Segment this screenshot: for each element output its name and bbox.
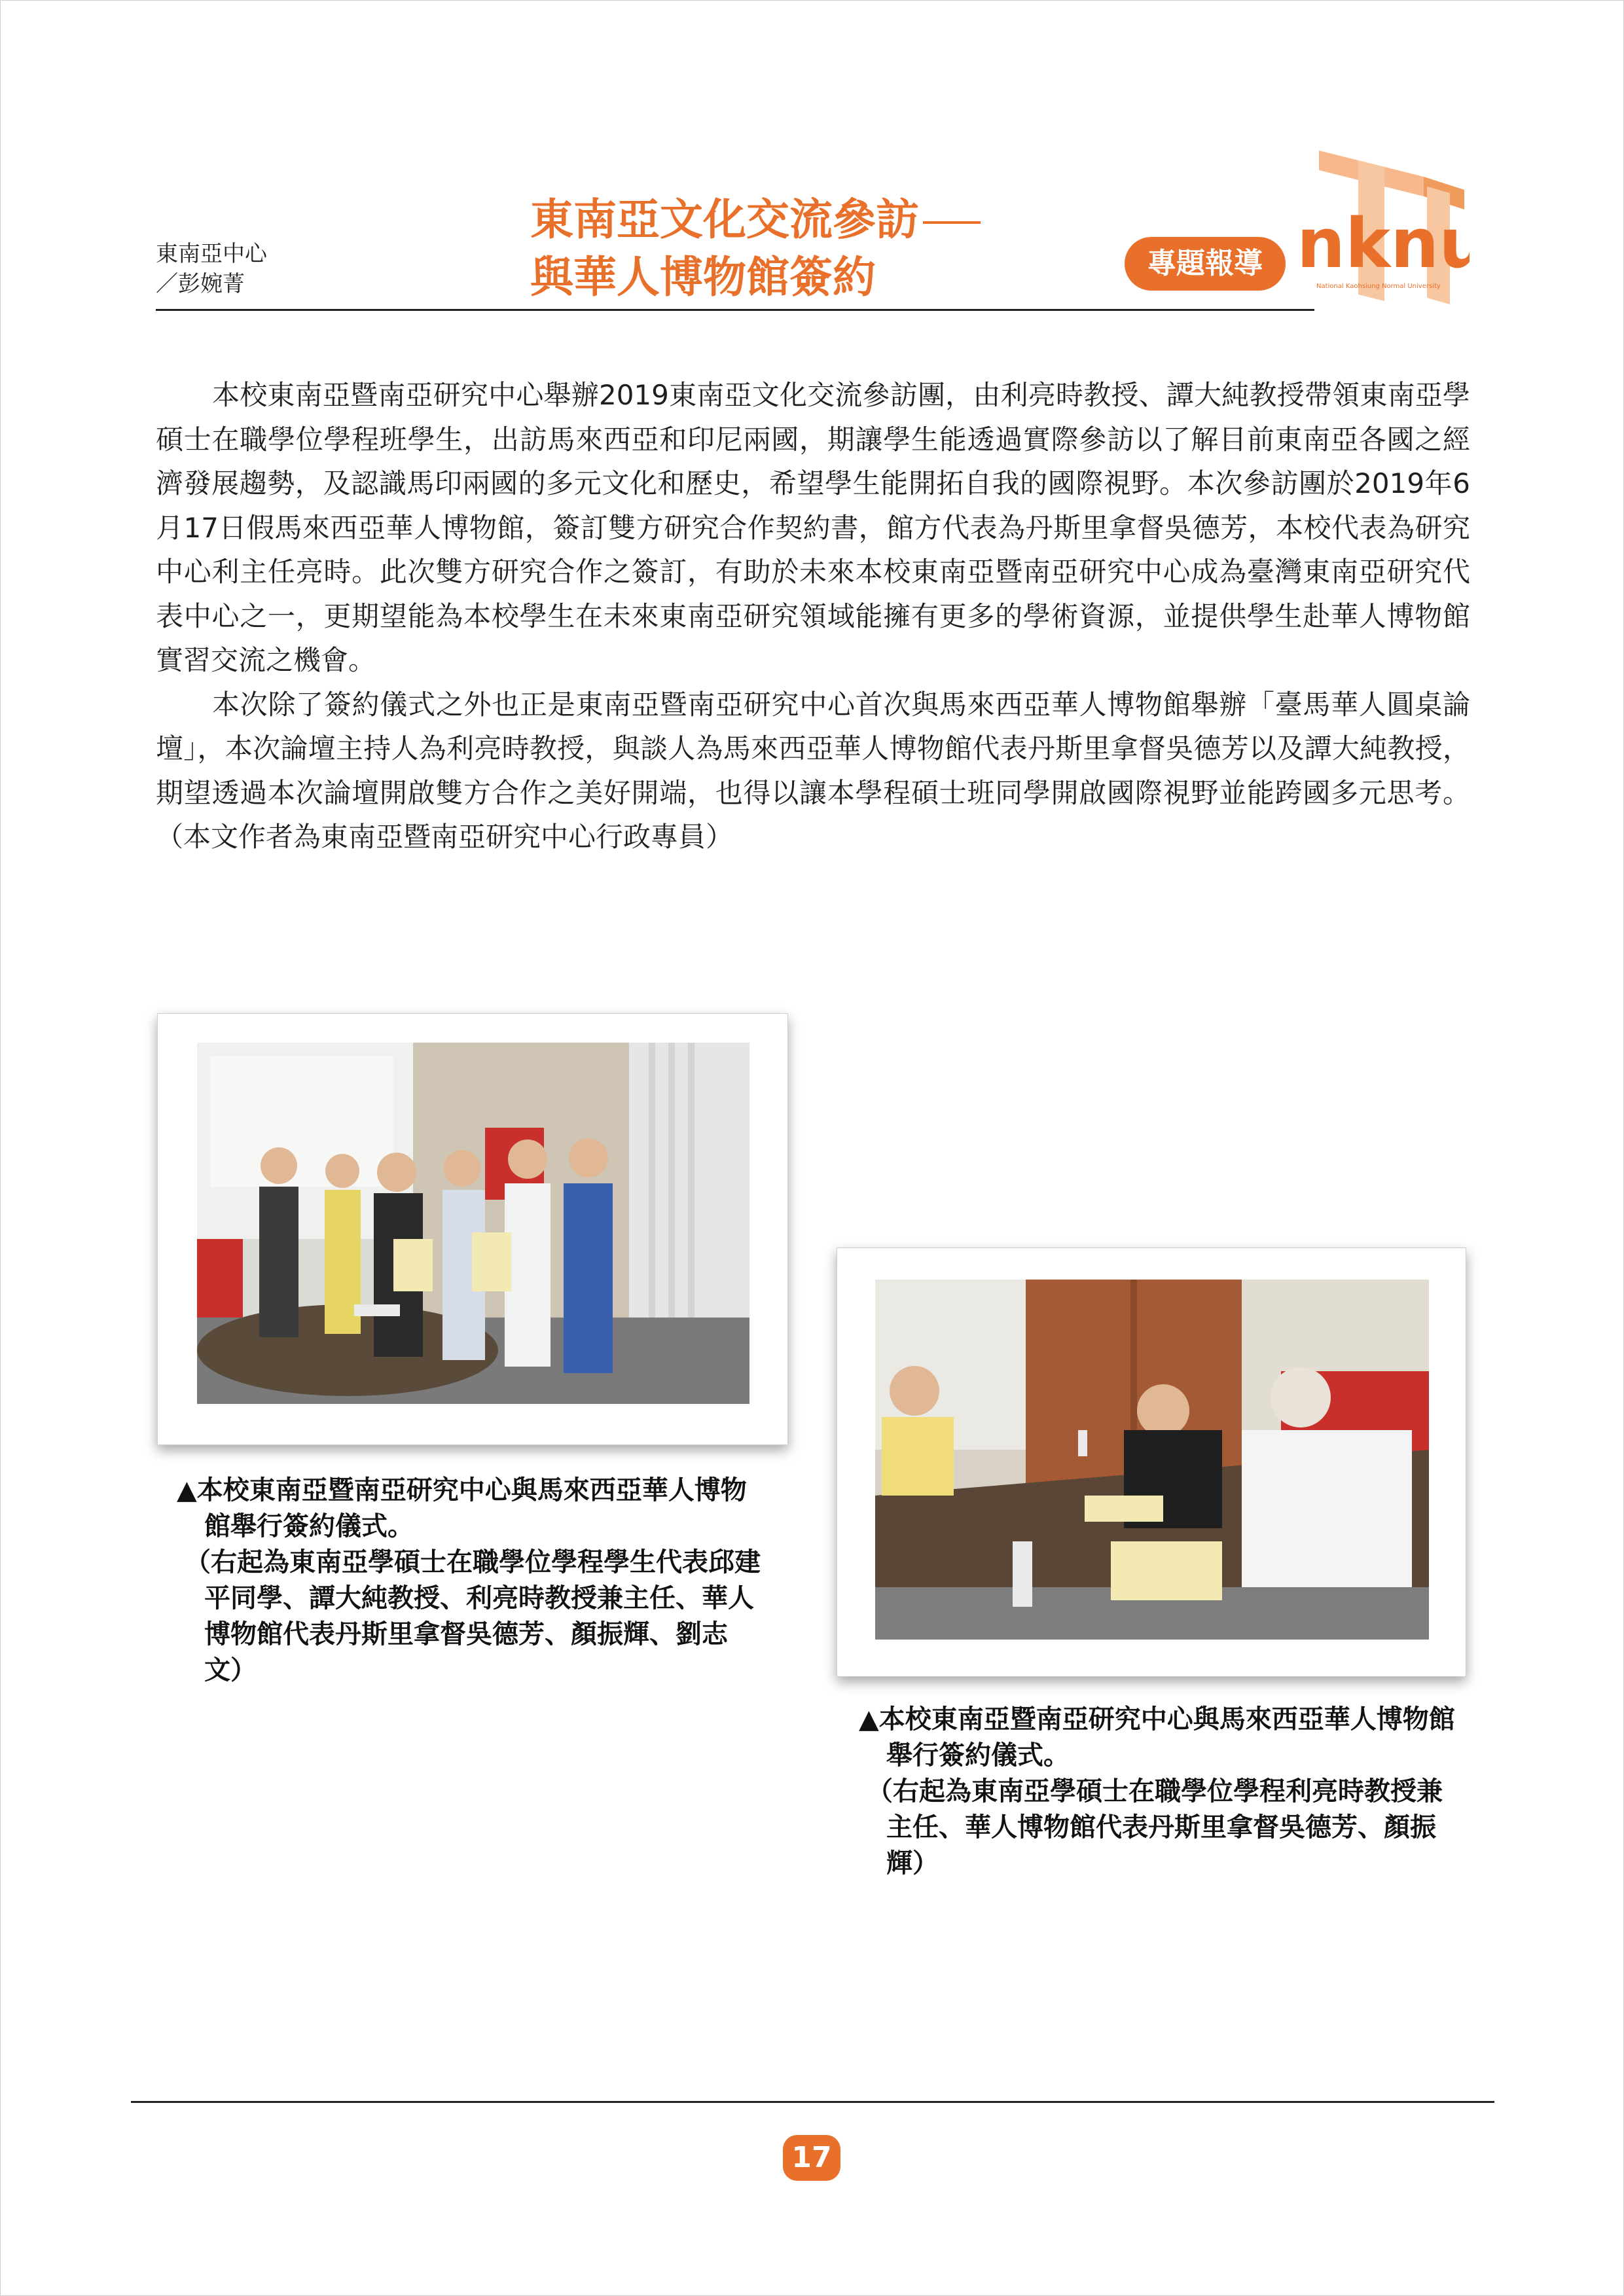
paragraph: 本次除了簽約儀式之外也正是東南亞暨南亞研究中心首次與馬來西亞華人博物館舉辦「臺馬華人圓桌論壇」，本次論壇主持人為利亮時教授，與談人為馬來西亞華人博物館代表丹斯里拿督吳德芳以及譚大純教授，期望透過本次論壇開啟雙方合作之美好開端，也得以讓本學程碩士班同學開啟國際視野並能跨國多元思考。（本文作者為東南亞暨南亞研究中心行政專員）	[156, 688, 1470, 853]
page-number: 17	[783, 2135, 840, 2181]
footer-rule	[131, 2101, 1494, 2103]
author-label: ／彭婉菁	[156, 271, 245, 297]
article-title	[530, 191, 1067, 306]
byline	[156, 239, 267, 299]
logo-wordmark: nknu	[1297, 204, 1470, 283]
photo-caption-2	[859, 1702, 1461, 1882]
logo-subtext: National Kaohsiung Normal University	[1316, 283, 1441, 290]
title-dash	[923, 221, 981, 224]
caption-main: ▲本校東南亞暨南亞研究中心與馬來西亞華人博物館舉行簽約儀式。	[859, 1704, 1455, 1770]
nknu-logo	[1293, 151, 1470, 314]
photo-frame-1	[157, 1013, 788, 1445]
caption-note: （右起為東南亞學碩士在職學位學程學生代表邱建平同學、譚大純教授、利亮時教授兼主任、華人博物館代表丹斯里拿督吳德芳、顏振輝、劉志文）	[185, 1547, 761, 1685]
photo-caption-1	[177, 1473, 766, 1689]
photo-signing-group	[197, 1043, 749, 1404]
section-badge: 專題報導	[1125, 237, 1286, 291]
caption-main: ▲本校東南亞暨南亞研究中心與馬來西亞華人博物館舉行簽約儀式。	[177, 1475, 747, 1541]
title-line-1: 東南亞文化交流參訪	[530, 194, 919, 245]
photo-frame-2	[837, 1247, 1466, 1677]
paragraph: 本校東南亞暨南亞研究中心舉辦2019東南亞文化交流參訪團，由利亮時教授、譚大純教授帶領東南亞學碩士在職學位學程班學生，出訪馬來西亞和印尼兩國，期讓學生能透過實際參訪以了解目前東南亞各國之經濟發展趨勢，及認識馬印兩國的多元文化和歷史，希望學生能開拓自我的國際視野。本次參訪團於2019年6月17日假馬來西亞華人博物館，簽訂雙方研究合作契約書，館方代表為丹斯里拿督吳德芳，本校代表為研究中心利主任亮時。此次雙方研究合作之簽訂，有助於未來本校東南亞暨南亞研究中心成為臺灣東南亞研究代表中心之一，更期望能為本校學生在未來東南亞研究領域能擁有更多的學術資源，並提供學生赴華人博物館實習交流之機會。	[156, 379, 1470, 676]
article-body	[156, 373, 1470, 859]
department-label: 東南亞中心	[156, 241, 267, 267]
photo-signing-table	[875, 1280, 1429, 1640]
title-line-2: 與華人博物館簽約	[530, 252, 876, 302]
header-rule	[156, 309, 1314, 311]
caption-note: （右起為東南亞學碩士在職學位學程利亮時教授兼主任、華人博物館代表丹斯里拿督吳德芳、顏振輝）	[867, 1776, 1443, 1878]
